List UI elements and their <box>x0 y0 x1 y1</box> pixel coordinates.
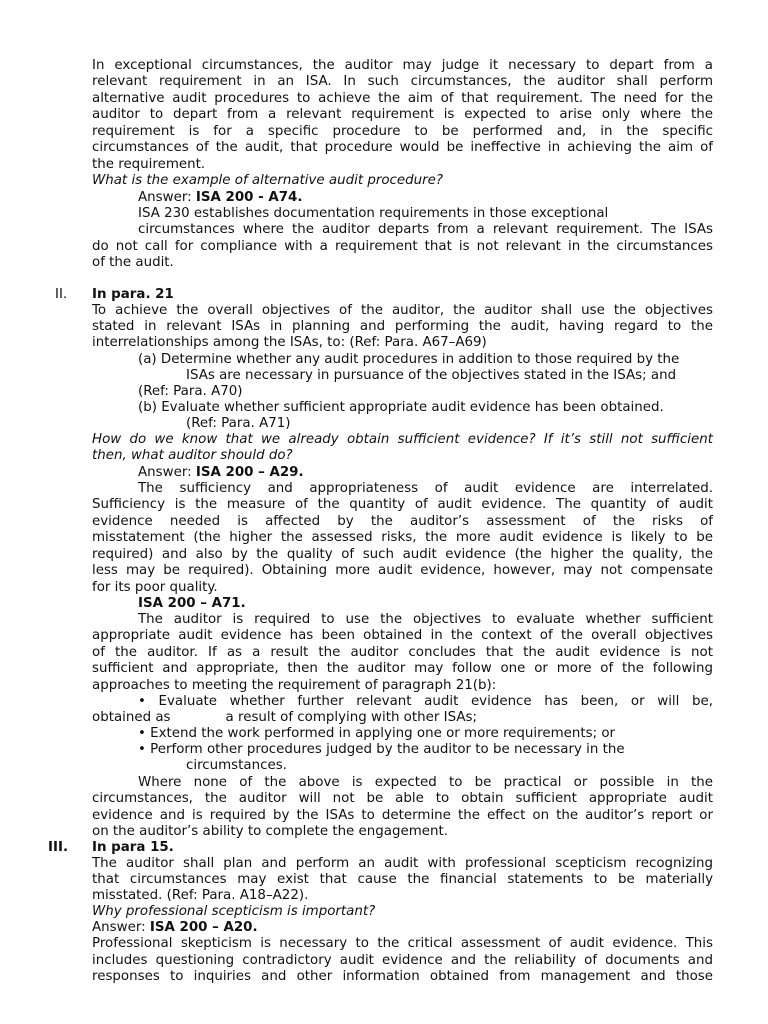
body-text-line: misstated. (Ref: Para. A18–A22). <box>92 888 309 903</box>
body-text-line: of the auditor. If as a result the auditor concludes that the audit evidence is not <box>92 645 713 660</box>
reference-heading: ISA 200 – A71. <box>138 596 246 611</box>
body-text-line: required) and also by the quality of such audit evidence (the higher the quality, the <box>92 547 713 562</box>
body-text-line: misstatement (the higher the assessed risks, the more audit evidence is likely to be <box>92 530 713 545</box>
section-heading: In para 15. <box>92 840 174 855</box>
body-text-line: To achieve the overall objectives of the auditor, the auditor shall use the objectives <box>92 303 713 318</box>
body-text-line: appropriate audit evidence has been obtained in the context of the overall objectives <box>92 628 713 643</box>
body-text-line: evidence and is required by the ISAs to determine the effect on the auditor’s report or <box>92 808 713 823</box>
body-text-line: sufficient and appropriate, then the auditor may follow one or more of the following <box>92 661 713 676</box>
list-item-a-ref: (Ref: Para. A70) <box>138 384 243 399</box>
answer-reference: ISA 200 - A74. <box>195 190 303 205</box>
body-text-line: The sufficiency and appropriateness of audit evidence are interrelated. <box>138 481 713 496</box>
body-text-line: less may be required). Obtaining more audit evidence, however, may not compensate <box>92 563 713 578</box>
bullet-item: • Perform other procedures judged by the auditor to be necessary in the <box>138 742 625 757</box>
body-text-line: Where none of the above is expected to be practical or possible in the <box>138 775 713 790</box>
answer-line <box>138 465 304 482</box>
answer-label: Answer: <box>138 190 196 205</box>
question-text: How do we know that we already obtain sufficient evidence? If it’s still not sufficient <box>92 432 713 447</box>
body-text-line: auditor to depart from a relevant requirement is expected to arise only where the <box>92 107 713 122</box>
body-text-line: interrelationships among the ISAs, to: (Ref: Para. A67–A69) <box>92 335 487 350</box>
body-text-line: of the audit. <box>92 255 174 270</box>
bullet-item-cont-b: a result of complying with other ISAs; <box>225 710 477 725</box>
bullet-item-cont: circumstances. <box>186 758 287 773</box>
section-heading: In para. 21 <box>92 287 174 302</box>
body-text-line: approaches to meeting the requirement of paragraph 21(b): <box>92 678 497 693</box>
body-text-line: evidence needed is affected by the auditor’s assessment of the risks of <box>92 514 713 529</box>
body-text-line: for its poor quality. <box>92 580 218 595</box>
body-text-line: circumstances, the auditor will not be able to obtain sufficient appropriate audit <box>92 791 713 806</box>
section-numeral: II. <box>55 287 68 302</box>
body-text-line: In exceptional circumstances, the auditor may judge it necessary to depart from a <box>92 58 713 73</box>
question-text: Why professional scepticism is important? <box>92 904 376 919</box>
answer-line <box>92 920 713 937</box>
section-numeral: III. <box>48 840 69 855</box>
body-text-line: relevant requirement in an ISA. In such circumstances, the auditor shall perform <box>92 74 713 89</box>
bullet-item: • Evaluate whether further relevant audit evidence has been, or will be, <box>138 694 713 709</box>
body-text-line: ISA 230 establishes documentation requirements in those exceptional <box>138 206 609 221</box>
body-text-line: do not call for compliance with a requirement that is not relevant in the circumstances <box>92 239 713 254</box>
body-text-line: stated in relevant ISAs in planning and performing the audit, having regard to the <box>92 319 713 334</box>
question-text: then, what auditor should do? <box>92 448 293 463</box>
body-text-line: includes questioning contradictory audit evidence and the reliability of documents and <box>92 953 713 968</box>
body-text-line: on the auditor’s ability to complete the engagement. <box>92 824 448 839</box>
body-text-line: the requirement. <box>92 157 206 172</box>
body-text-line: responses to inquiries and other information obtained from management and those <box>92 969 713 984</box>
body-text-line: Professional skepticism is necessary to the critical assessment of audit evidence. This <box>92 936 713 951</box>
bullet-item: • Extend the work performed in applying one or more requirements; or <box>138 726 616 741</box>
body-text-line: requirement is for a specific procedure to be performed and, in the specific <box>92 124 713 139</box>
body-text-line: circumstances where the auditor departs from a relevant requirement. The ISAs <box>138 222 713 237</box>
body-text-line: that circumstances may exist that cause the financial statements to be materially <box>92 872 713 887</box>
body-text-line: The auditor is required to use the objectives to evaluate whether sufficient <box>138 612 713 627</box>
answer-reference: ISA 200 – A20. <box>149 920 258 935</box>
list-item-a-cont: ISAs are necessary in pursuance of the objectives stated in the ISAs; and <box>186 368 677 383</box>
bullet-item-cont-a: obtained as <box>92 710 171 725</box>
answer-label: Answer: <box>138 465 196 480</box>
answer-reference: ISA 200 – A29. <box>195 465 304 480</box>
bullet-item-cont <box>92 710 713 727</box>
answer-label: Answer: <box>92 920 150 935</box>
question-text: What is the example of alternative audit procedure? <box>92 173 443 188</box>
body-text-line: Sufficiency is the measure of the quantity of audit evidence. The quantity of audit <box>92 497 713 512</box>
body-text-line: alternative audit procedures to achieve the aim of that requirement. The need for the <box>92 91 713 106</box>
list-item-a: (a) Determine whether any audit procedures in addition to those required by the <box>138 352 680 367</box>
list-item-b-ref: (Ref: Para. A71) <box>186 416 291 431</box>
body-text-line: The auditor shall plan and perform an audit with professional scepticism recognizing <box>92 856 713 871</box>
body-text-line: circumstances of the audit, that procedure would be ineffective in achieving the aim of <box>92 140 713 155</box>
answer-line <box>138 190 302 207</box>
list-item-b: (b) Evaluate whether sufficient appropriate audit evidence has been obtained. <box>138 400 664 415</box>
